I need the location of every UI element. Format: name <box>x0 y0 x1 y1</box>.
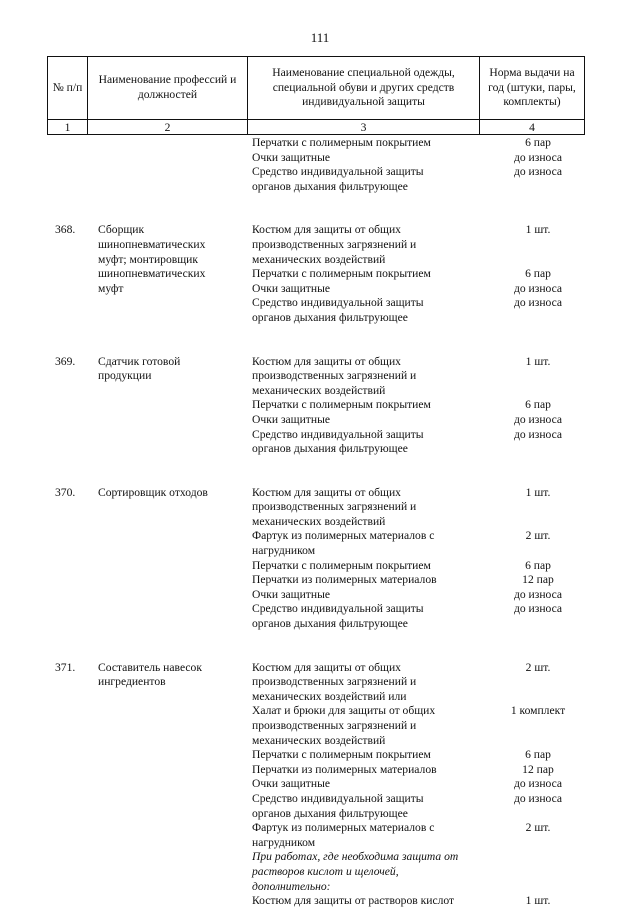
equipment-item <box>252 894 584 909</box>
equipment-name-line: органов дыхания фильтрующее <box>252 442 408 456</box>
equipment-item <box>252 588 584 603</box>
equipment-quantity: до износа <box>513 791 563 805</box>
equipment-name-line: Перчатки с полимерным покрытием <box>252 267 431 281</box>
equipment-name-line: Перчатки с полимерным покрытием <box>252 558 431 572</box>
equipment-name-line: Фартук из полимерных материалов с <box>252 529 435 543</box>
equipment-name-line: Костюм для защиты от общих <box>252 223 401 237</box>
equipment-name-line: Перчатки с полимерным покрытием <box>252 136 431 149</box>
note-line: растворов кислот и щелочей, <box>252 864 399 878</box>
entry-number: 369. <box>55 354 76 368</box>
entry-gap <box>47 457 584 486</box>
equipment-name-line: механических воздействий или <box>252 689 407 703</box>
equipment-name-line: органов дыхания фильтрующее <box>252 806 408 820</box>
equipment-item <box>252 821 584 850</box>
equipment-quantity: до износа <box>513 427 563 441</box>
equipment-quantity: 2 шт. <box>525 821 551 835</box>
equipment-name-line: Средство индивидуальной защиты <box>252 296 424 310</box>
equipment-name-line: Очки защитные <box>252 281 331 295</box>
equipment-name <box>252 894 492 909</box>
equipment-name-line: органов дыхания фильтрующее <box>252 179 408 193</box>
equipment-quantity: до износа <box>513 777 563 791</box>
equipment-name-line: нагрудником <box>252 835 316 849</box>
entry-items <box>252 136 584 194</box>
equipment-quantity: 2 шт. <box>525 660 551 674</box>
equipment-item <box>252 661 584 705</box>
profession-line: шинопневматических <box>98 267 206 281</box>
profession-line: муфт; монтировщик <box>98 252 198 266</box>
equipment-quantity: до износа <box>513 150 563 164</box>
header-num-4: 4 <box>480 120 585 135</box>
equipment-quantity: 6 пар <box>525 558 551 572</box>
entry-items <box>252 355 584 457</box>
equipment-quantity: 2 шт. <box>525 529 551 543</box>
equipment-item <box>252 165 584 194</box>
equipment-item <box>252 704 584 748</box>
entry-continuation <box>47 136 584 194</box>
equipment-name-line: производственных загрязнений и <box>252 500 417 514</box>
entry-profession <box>98 355 243 384</box>
equipment-name-line: механических воздействий <box>252 733 386 747</box>
table-row <box>47 223 584 325</box>
equipment-name <box>252 588 492 603</box>
equipment-quantity: 12 пар <box>522 573 554 587</box>
equipment-item <box>252 136 584 151</box>
equipment-name <box>252 821 492 850</box>
equipment-name-line: Костюм для защиты от растворов кислот <box>252 894 455 908</box>
equipment-quantity: 1 комплект <box>510 704 566 718</box>
profession-line: продукции <box>98 369 152 383</box>
equipment-name-line: органов дыхания фильтрующее <box>252 310 408 324</box>
equipment-name-line: Средство индивидуальной защиты <box>252 791 424 805</box>
equipment-name <box>252 602 492 631</box>
equipment-name-line: Костюм для защиты от общих <box>252 660 401 674</box>
equipment-quantity: 6 пар <box>525 267 551 281</box>
profession-line: шинопневматических <box>98 237 206 251</box>
profession-line: ингредиентов <box>98 675 166 689</box>
equipment-item <box>252 282 584 297</box>
header-col-equipment: Наименование специальной одежды, специальной обуви и других средств индивидуальной защиты <box>248 57 480 120</box>
header-col-norm: Норма выдачи на год (штуки, пары, комплекты) <box>480 57 585 120</box>
equipment-name-line: нагрудником <box>252 544 316 558</box>
equipment-name <box>252 661 492 705</box>
equipment-item <box>252 223 584 267</box>
equipment-name <box>252 486 492 530</box>
equipment-item <box>252 748 584 763</box>
equipment-quantity: 1 шт. <box>525 223 551 237</box>
equipment-item <box>252 267 584 282</box>
equipment-quantity: 6 пар <box>525 748 551 762</box>
entry-gap <box>47 326 584 355</box>
equipment-name <box>252 777 492 792</box>
equipment-name <box>252 165 492 194</box>
equipment-name-line: Очки защитные <box>252 412 331 426</box>
equipment-name-line: производственных загрязнений и <box>252 719 417 732</box>
equipment-quantity: 1 шт. <box>525 485 551 499</box>
equipment-name <box>252 529 492 558</box>
equipment-item <box>252 413 584 428</box>
header-col-profession: Наименование профессий и должностей <box>88 57 248 120</box>
equipment-name <box>252 355 492 399</box>
header-num-1: 1 <box>48 120 88 135</box>
equipment-name-line: Костюм для защиты от общих <box>252 354 401 368</box>
equipment-name-line: Халат и брюки для защиты от общих <box>252 704 436 718</box>
equipment-name-line: Перчатки с полимерным покрытием <box>252 748 431 762</box>
equipment-name <box>252 704 492 748</box>
equipment-name-line: механических воздействий <box>252 383 386 397</box>
equipment-item <box>252 763 584 778</box>
entry-number: 371. <box>55 660 76 674</box>
profession-line: Составитель навесок <box>98 660 202 674</box>
equipment-name-line: Костюм для защиты от общих <box>252 485 401 499</box>
equipment-name-line: Фартук из полимерных материалов с <box>252 821 435 835</box>
table-row <box>47 486 584 632</box>
entry-gap <box>47 632 584 661</box>
equipment-item <box>252 428 584 457</box>
equipment-item <box>252 151 584 166</box>
equipment-item <box>252 529 584 558</box>
equipment-name <box>252 413 492 428</box>
equipment-name <box>252 792 492 821</box>
entry-items <box>252 661 584 909</box>
entry-profession <box>98 661 243 690</box>
entry-profession <box>98 486 243 501</box>
entry-number: 368. <box>55 223 76 237</box>
equipment-name-line: Очки защитные <box>252 587 331 601</box>
equipment-name <box>252 573 492 588</box>
equipment-name-line: Перчатки с полимерным покрытием <box>252 398 431 412</box>
equipment-quantity: до износа <box>513 412 563 426</box>
profession-line: Сортировщик отходов <box>98 485 208 499</box>
equipment-name-line: Очки защитные <box>252 777 331 791</box>
equipment-quantity: до износа <box>513 587 563 601</box>
equipment-name <box>252 763 492 778</box>
equipment-quantity: 1 шт. <box>525 894 551 908</box>
equipment-name <box>252 223 492 267</box>
equipment-name <box>252 151 492 166</box>
equipment-item <box>252 296 584 325</box>
equipment-name <box>252 398 492 413</box>
equipment-name-line: механических воздействий <box>252 252 386 266</box>
equipment-item <box>252 573 584 588</box>
equipment-name-line: Средство индивидуальной защиты <box>252 427 424 441</box>
equipment-name-line: Перчатки из полимерных материалов <box>252 762 437 776</box>
profession-line: Сдатчик готовой <box>98 354 181 368</box>
table-header <box>47 56 585 135</box>
equipment-name-line: механических воздействий <box>252 514 386 528</box>
entry-number: 370. <box>55 485 76 499</box>
equipment-item <box>252 792 584 821</box>
table-row <box>47 661 584 909</box>
profession-line: муфт <box>98 281 124 295</box>
equipment-name-line: производственных загрязнений и <box>252 675 417 689</box>
table-row <box>47 355 584 457</box>
table-body <box>47 136 584 909</box>
header-col-number: № п/п <box>48 57 88 120</box>
equipment-name-line: Средство индивидуальной защиты <box>252 602 424 616</box>
equipment-name-line: Очки защитные <box>252 150 331 164</box>
equipment-name <box>252 748 492 763</box>
entry-items <box>252 486 584 632</box>
equipment-name <box>252 296 492 325</box>
header-num-2: 2 <box>88 120 248 135</box>
equipment-quantity: 1 шт. <box>525 354 551 368</box>
profession-line: Сборщик <box>98 223 145 237</box>
equipment-name-line: органов дыхания фильтрующее <box>252 617 408 631</box>
equipment-name-line: производственных загрязнений и <box>252 237 417 251</box>
equipment-quantity: 6 пар <box>525 398 551 412</box>
equipment-item <box>252 559 584 574</box>
equipment-item <box>252 777 584 792</box>
equipment-quantity: до износа <box>513 165 563 179</box>
equipment-name <box>252 428 492 457</box>
entry-note <box>252 850 492 894</box>
equipment-name <box>252 282 492 297</box>
equipment-item <box>252 355 584 399</box>
equipment-item <box>252 486 584 530</box>
entry-gap <box>47 194 584 223</box>
equipment-quantity: до износа <box>513 281 563 295</box>
equipment-name-line: Перчатки из полимерных материалов <box>252 573 437 587</box>
equipment-item <box>252 602 584 631</box>
equipment-item <box>252 398 584 413</box>
page-number: 111 <box>310 30 330 45</box>
header-num-3: 3 <box>248 120 480 135</box>
equipment-quantity: до износа <box>513 602 563 616</box>
equipment-name <box>252 136 492 151</box>
entry-items <box>252 223 584 325</box>
note-line: При работах, где необходима защита от <box>252 850 459 864</box>
equipment-name-line: Средство индивидуальной защиты <box>252 165 424 179</box>
equipment-quantity: до износа <box>513 296 563 310</box>
entry-profession <box>98 223 243 296</box>
equipment-quantity: 12 пар <box>522 762 554 776</box>
note-line: дополнительно: <box>252 879 331 893</box>
equipment-quantity: 6 пар <box>525 136 551 149</box>
equipment-name <box>252 559 492 574</box>
equipment-name <box>252 267 492 282</box>
equipment-name-line: производственных загрязнений и <box>252 369 417 383</box>
